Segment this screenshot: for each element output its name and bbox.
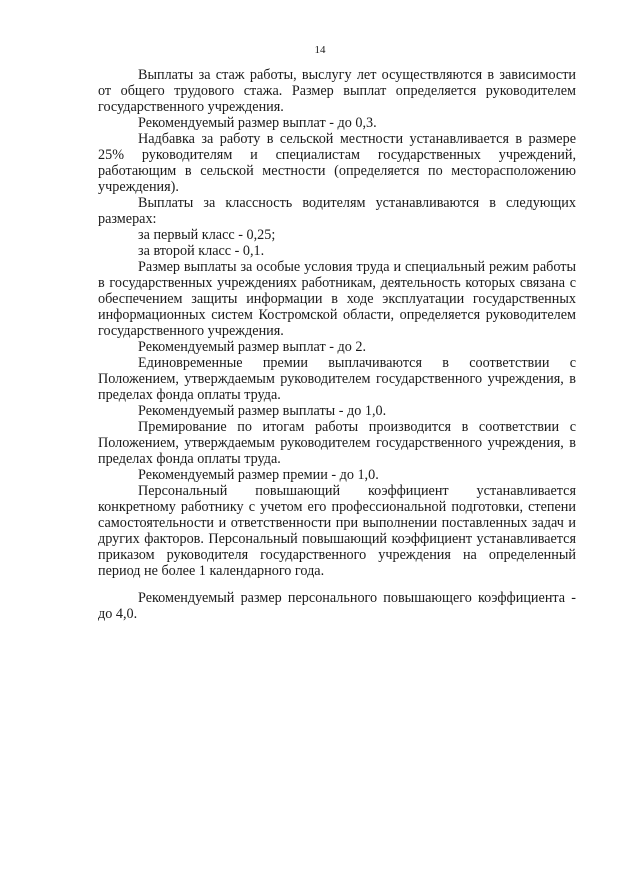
paragraph-driver-class: Выплаты за классность водителям устанавливаются в следующих размерах: — [98, 195, 576, 227]
paragraph-special-conditions: Размер выплаты за особые условия труда и специальный режим работы в государственных учреждениях работникам, деятельность которых связана с обеспечением защиты информации в ходе эксплуатации государственных информационных систем Костромской области, определяется руководителем государственного учреждения. — [98, 259, 576, 339]
paragraph-recommended-bonus: Рекомендуемый размер премии - до 1,0. — [138, 467, 379, 483]
paragraph-seniority-payments: Выплаты за стаж работы, выслугу лет осуществляются в зависимости от общего трудового стажа. Размер выплат определяется руководителем государственного учреждения. — [98, 67, 576, 115]
paragraph-one-time-bonus: Единовременные премии выплачиваются в соответствии с Положением, утверждаемым руководителем государственного учреждения, в пределах фонда оплаты труда. — [98, 355, 576, 403]
paragraph-first-class: за первый класс - 0,25; — [138, 227, 276, 243]
paragraph-recommended-coefficient: Рекомендуемый размер персонального повышающего коэффициента - до 4,0. — [98, 590, 576, 622]
paragraph-recommended-one-time: Рекомендуемый размер выплаты - до 1,0. — [138, 403, 387, 419]
document-body — [98, 67, 576, 622]
paragraph-recommended-seniority: Рекомендуемый размер выплат - до 0,3. — [138, 115, 377, 131]
paragraph-second-class: за второй класс - 0,1. — [138, 243, 265, 259]
paragraph-personal-coefficient: Персональный повышающий коэффициент устанавливается конкретному работнику с учетом его профессиональной подготовки, степени самостоятельности и ответственности при выполнении поставленных задач и других факторов. Персональный повышающий коэффициент устанавливается приказом руководителя государственного учреждения на определенный период не более 1 календарного года. — [98, 483, 576, 579]
paragraph-recommended-special: Рекомендуемый размер выплат - до 2. — [138, 339, 366, 355]
page-number: 14 — [314, 44, 326, 56]
paragraph-rural-allowance: Надбавка за работу в сельской местности устанавливается в размере 25% руководителям и специалистам государственных учреждений, работающим в сельской местности (определяется по месторасположению учреждения). — [98, 131, 576, 195]
paragraph-performance-bonus: Премирование по итогам работы производится в соответствии с Положением, утверждаемым руководителем государственного учреждения, в пределах фонда оплаты труда. — [98, 419, 576, 467]
